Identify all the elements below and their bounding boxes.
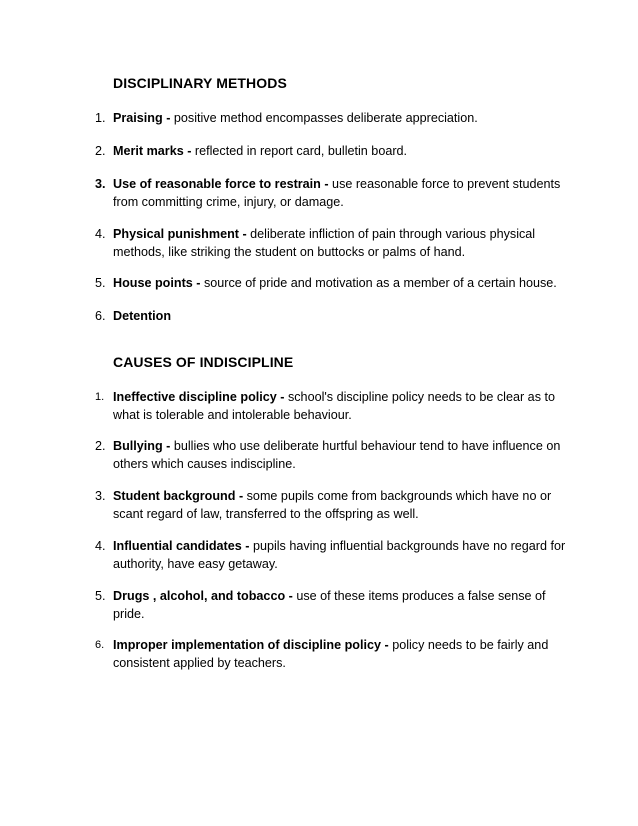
list-item-body: reflected in report card, bulletin board. xyxy=(191,144,408,158)
list-item xyxy=(95,537,575,573)
list-item-body: policy needs to be fairly and consistent applied by teachers. xyxy=(113,638,549,670)
list-item xyxy=(95,175,575,211)
list-item-text xyxy=(113,307,575,325)
list-item-label: Ineffective discipline policy - xyxy=(113,390,285,404)
list-number: 6. xyxy=(95,309,106,323)
list-item-text xyxy=(113,109,575,127)
list-number: 2. xyxy=(95,144,106,158)
list-item-body: school's discipline policy needs to be clear as to what is tolerable and intolerable behaviour. xyxy=(113,390,555,422)
list-item-label: House points - xyxy=(113,276,201,290)
list-item-text xyxy=(113,274,575,292)
list-item-text xyxy=(113,142,575,160)
list-item-text xyxy=(113,175,575,211)
list-item-text xyxy=(113,225,575,261)
section-heading-causes-of-indiscipline: CAUSES OF INDISCIPLINE xyxy=(113,354,294,370)
list-item-label: Praising - xyxy=(113,111,171,125)
list-item-label: Improper implementation of discipline policy - xyxy=(113,638,389,652)
list-number: 1. xyxy=(95,391,105,403)
list-item-label: Detention xyxy=(113,309,172,323)
list-item-body: use of these items produces a false sense of pride. xyxy=(113,589,546,621)
list-item xyxy=(95,487,575,523)
list-number: 4. xyxy=(95,539,106,553)
list-item-body: use reasonable force to prevent students from committing crime, injury, or damage. xyxy=(113,177,561,209)
list-number: 1. xyxy=(95,111,106,125)
list-item-label: Drugs , alcohol, and tobacco - xyxy=(113,589,293,603)
list-item-text xyxy=(113,587,575,623)
list-item-body: source of pride and motivation as a member of a certain house. xyxy=(200,276,557,290)
list-item-label: Physical punishment - xyxy=(113,227,247,241)
section-heading-disciplinary-methods: DISCIPLINARY METHODS xyxy=(113,75,287,91)
list-item-body: pupils having influential backgrounds have no regard for authority, have easy getaway. xyxy=(113,539,566,571)
list-item-body: deliberate infliction of pain through various physical methods, like striking the student on buttocks or palms of hand. xyxy=(113,227,536,259)
list-item-text xyxy=(113,636,575,672)
list-item xyxy=(95,437,575,473)
list-item xyxy=(95,109,575,127)
list-number: 6. xyxy=(95,639,105,651)
list-number: 3. xyxy=(95,489,106,503)
list-item-label: Merit marks - xyxy=(113,144,192,158)
list-item-text xyxy=(113,487,575,523)
list-item-body: bullies who use deliberate hurtful behaviour tend to have influence on others which causes indiscipline. xyxy=(113,439,561,471)
list-item-label: Bullying - xyxy=(113,439,171,453)
list-item xyxy=(95,274,575,292)
list-number: 3. xyxy=(95,177,106,191)
list-item-body: some pupils come from backgrounds which have no or scant regard of law, transferred to the offspring as well. xyxy=(113,489,552,521)
list-number: 5. xyxy=(95,276,106,290)
list-number: 4. xyxy=(95,227,106,241)
list-item-text xyxy=(113,437,575,473)
list-item xyxy=(95,142,575,160)
list-item xyxy=(95,388,575,424)
list-item xyxy=(95,307,575,325)
list-number: 5. xyxy=(95,589,106,603)
list-item xyxy=(95,587,575,623)
list-item-label: Influential candidates - xyxy=(113,539,250,553)
list-number: 2. xyxy=(95,439,106,453)
list-item xyxy=(95,636,575,672)
list-item xyxy=(95,225,575,261)
list-item-text xyxy=(113,537,575,573)
list-item-text xyxy=(113,388,575,424)
list-item-body: positive method encompasses deliberate appreciation. xyxy=(170,111,478,125)
list-item-label: Student background - xyxy=(113,489,244,503)
list-item-label: Use of reasonable force to restrain - xyxy=(113,177,329,191)
